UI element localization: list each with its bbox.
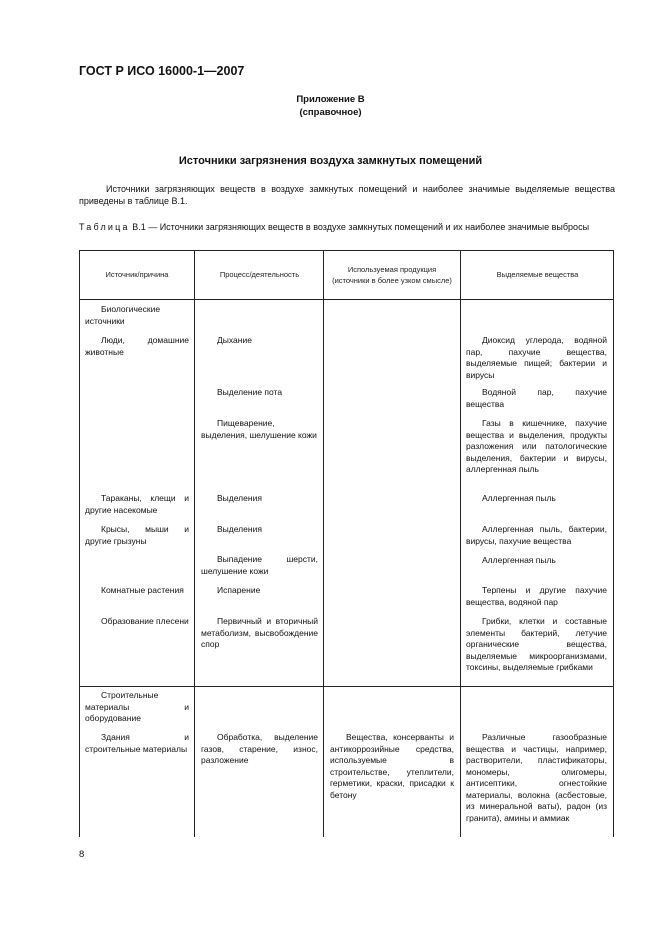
header-product: Используемая продукция (источники в более узком смысле) (332, 264, 452, 285)
table-caption-text: В.1 — Источники загрязняющих веществ в воздухе замкнутых помещений и их наиболее значимые выбросы (129, 222, 590, 232)
substances-cell: Диоксид углерода, водяной пар, пахучие вещества, выделяемые пищей; бактерии и вирусы (466, 335, 607, 380)
source-cell: Крысы, мыши и другие грызуны (85, 524, 189, 546)
column-divider-2 (323, 250, 324, 837)
header-source: Источник/причина (105, 270, 169, 279)
process-cell: Пищеварение, выделения, шелушение кожи (201, 418, 317, 440)
source-cell: Люди, домашние животные (85, 335, 189, 357)
source-cell: Образование плесени (101, 616, 189, 626)
substances-cell: Терпены и другие пахучие вещества, водяной пар (466, 585, 607, 607)
page-number: 8 (79, 849, 85, 860)
group-title-building: Строительные материалы и оборудование (85, 690, 189, 723)
group-divider (79, 686, 614, 687)
source-cell: Комнатные растения (101, 585, 184, 595)
section-title: Источники загрязнения воздуха замкнутых помещений (178, 155, 483, 167)
substances-cell: Аллергенная пыль (482, 493, 556, 503)
table-caption-prefix: Таблица (79, 222, 130, 232)
process-cell: Испарение (217, 585, 261, 595)
header-substances: Выделяемые вещества (496, 270, 579, 279)
column-divider-1 (194, 250, 195, 837)
substances-cell: Различные газообразные вещества и частицы, например, растворители, пластификаторы, мономеры, олигомеры, антисептики, огнестойкие материалы, волокна (асбестовые, из минеральной ваты), радон (из гранита), амины и аммиак (466, 732, 607, 823)
product-cell: Вещества, консерванты и антикоррозийные средства, используемые в строительстве, утеплители, герметики, краски, присадки к бетону (330, 732, 454, 800)
appendix-title: Приложение В (296, 94, 365, 105)
table-caption (79, 221, 615, 233)
substances-cell: Аллергенная пыль (482, 555, 556, 565)
header-bottom-border (79, 299, 614, 300)
intro-paragraph: Источники загрязняющих веществ в воздухе замкнутых помещений и наиболее значимые выделяемые вещества приведены в таблице В.1. (79, 184, 615, 206)
source-cell: Тараканы, клещи и другие насекомые (85, 493, 189, 515)
substances-cell: Водяной пар, пахучие вещества (466, 387, 607, 409)
process-cell: Выпадение шерсти, шелушение кожи (201, 554, 318, 576)
table-right-border (613, 250, 614, 837)
process-cell: Выделения (217, 493, 262, 503)
source-cell: Здания и строительные материалы (85, 732, 189, 754)
substances-cell: Грибки, клетки и составные элементы бактерий, летучие органические вещества, выделяемые микроорганизмами, токсины, выделяемые грибками (466, 616, 607, 672)
process-cell: Обработка, выделение газов, старение, износ, разложение (201, 732, 318, 765)
group-title-biological: Биологические источники (85, 304, 161, 326)
table-left-border (79, 250, 80, 837)
process-cell: Выделения (217, 524, 262, 534)
header-process: Процесс/деятельность (219, 270, 300, 279)
appendix-subtitle: (справочное) (299, 107, 362, 118)
process-cell: Дыхание (217, 335, 252, 345)
substances-cell: Аллергенная пыль, бактерии, вирусы, пахучие вещества (466, 524, 607, 546)
process-cell: Выделение пота (217, 387, 283, 397)
substances-cell: Газы в кишечнике, пахучие вещества и выделения, продукты разложения или патологические выделения, бактерии и вирусы, аллергенная пыль (466, 418, 607, 474)
document-header: ГОСТ Р ИСО 16000-1—2007 (79, 64, 245, 78)
column-divider-3 (460, 250, 461, 837)
process-cell: Первичный и вторичный метаболизм, высвобождение спор (201, 616, 318, 649)
